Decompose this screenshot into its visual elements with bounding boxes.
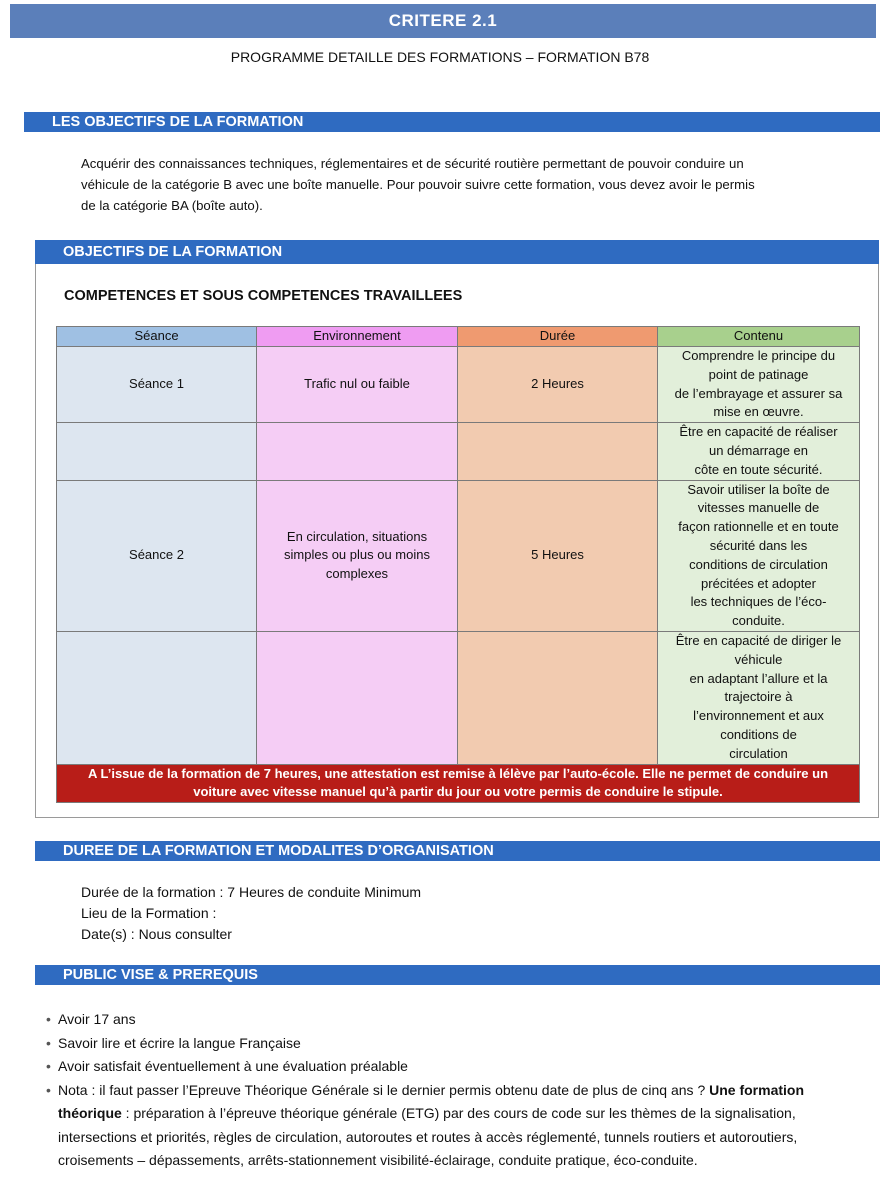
duration-info [81, 882, 861, 945]
prerequisites-list [46, 1008, 882, 1173]
bullet-icon: • [46, 1011, 51, 1027]
contenu-line: trajectoire à [724, 689, 793, 705]
contenu-line: côte en toute sécurité. [694, 461, 823, 477]
contenu-line: les techniques de l’éco- [690, 594, 827, 610]
formation-box-title: OBJECTIFS DE LA FORMATION [35, 240, 879, 264]
contenu-line: vitesses manuelle de [697, 500, 820, 516]
note-text: intersections et priorités, règles de circulation, autoroutes et routes à accès réglementé, tunnels routiers et autoroutiers, [58, 1128, 798, 1145]
objectives-paragraph [81, 153, 861, 216]
environnement-cell: Trafic nul ou faible [257, 347, 458, 423]
environnement-cell-empty [257, 423, 458, 480]
contenu-line: en adaptant l’allure et la [689, 670, 828, 686]
objectives-line: véhicule de la catégorie B avec une boîte manuelle. Pour pouvoir suivre cette formation, vous devez avoir le permis [81, 177, 755, 192]
contenu-line: façon rationnelle et en toute [678, 519, 839, 535]
note-text: : préparation à l’épreuve théorique générale (ETG) par des cours de code sur les thèmes de la signalisation, [121, 1105, 796, 1121]
header-seance: Séance [57, 327, 257, 347]
header-contenu: Contenu [658, 327, 860, 347]
bullet-icon: • [46, 1081, 51, 1098]
duree-cell-empty [458, 631, 658, 764]
contenu-cell [658, 480, 860, 631]
public-section-title: PUBLIC VISE & PREREQUIS [35, 965, 880, 985]
duree-cell: 5 Heures [458, 480, 658, 631]
seance-cell: Séance 1 [57, 347, 257, 423]
table-row [57, 423, 860, 480]
bullet-icon: • [46, 1058, 51, 1074]
seance-cell-empty [57, 631, 257, 764]
contenu-line: véhicule [734, 651, 783, 667]
contenu-line: Être en capacité de diriger le [675, 632, 842, 648]
competences-table [56, 326, 860, 803]
header-environnement: Environnement [257, 327, 458, 347]
contenu-cell [658, 631, 860, 764]
duree-cell: 2 Heures [458, 347, 658, 423]
contenu-line: conduite. [732, 613, 785, 629]
attestation-line: voiture avec vitesse manuel qu’à partir du jour ou votre permis de conduire le stipule. [193, 784, 723, 800]
attestation-notice [57, 764, 860, 803]
location-line: Lieu de la Formation : [81, 905, 217, 921]
contenu-line: Savoir utiliser la boîte de [687, 481, 830, 497]
list-item [46, 1055, 882, 1079]
contenu-line: Comprendre le principe du [681, 348, 836, 363]
environnement-line: complexes [325, 566, 389, 582]
duration-line: Durée de la formation : 7 Heures de conduite Minimum [81, 884, 422, 900]
critere-banner: CRITERE 2.1 [10, 4, 876, 38]
contenu-line: point de patinage [708, 366, 809, 382]
contenu-line: conditions de circulation [689, 556, 828, 572]
list-item-text: Avoir 17 ans [58, 1011, 136, 1027]
list-item [46, 1008, 882, 1032]
note-text: Nota : il faut passer l’Epreuve Théorique Générale si le dernier permis obtenu date de plus de cinq ans ? [58, 1081, 710, 1098]
bullet-icon: • [46, 1034, 51, 1051]
contenu-line: Être en capacité de réaliser [679, 424, 838, 440]
contenu-cell [658, 423, 860, 480]
objectives-line: de la catégorie BA (boîte auto). [81, 198, 263, 213]
program-subtitle: PROGRAMME DETAILLE DES FORMATIONS – FORMATION B78 [230, 49, 650, 65]
list-item [46, 1079, 882, 1173]
contenu-line: sécurité dans les [709, 537, 808, 553]
list-item-text: Savoir lire et écrire la langue Française [58, 1034, 301, 1051]
list-item-text: Avoir satisfait éventuellement à une évaluation préalable [58, 1058, 408, 1074]
dates-line: Date(s) : Nous consulter [81, 926, 232, 942]
duree-cell-empty [458, 423, 658, 480]
contenu-line: l’environnement et aux [693, 708, 824, 724]
contenu-cell [658, 347, 860, 423]
environnement-line: En circulation, situations [286, 528, 428, 544]
attestation-line: A L’issue de la formation de 7 heures, une attestation est remise à lélève par l’auto-école. Elle ne permet de conduire un [87, 765, 829, 781]
header-duree: Durée [458, 327, 658, 347]
competences-title: COMPETENCES ET SOUS COMPETENCES TRAVAILLEES [64, 288, 463, 304]
objectives-section-title: LES OBJECTIFS DE LA FORMATION [24, 112, 880, 132]
contenu-line: de l’embrayage et assurer sa [674, 385, 843, 401]
objectives-line: Acquérir des connaissances techniques, réglementaires et de sécurité routière permettant de pouvoir conduire un [81, 156, 744, 171]
list-item [46, 1032, 882, 1056]
seance-cell-empty [57, 423, 257, 480]
environnement-cell-empty [257, 631, 458, 764]
duration-section-title: DUREE DE LA FORMATION ET MODALITES D’ORGANISATION [35, 841, 880, 861]
contenu-line: circulation [729, 745, 788, 761]
table-row [57, 347, 860, 423]
note-bold: théorique [58, 1105, 122, 1121]
contenu-line: précitées et adopter [701, 575, 816, 591]
table-header-row [57, 327, 860, 347]
seance-cell: Séance 2 [57, 480, 257, 631]
table-row [57, 631, 860, 764]
contenu-line: mise en œuvre. [713, 404, 804, 420]
contenu-line: conditions de [720, 726, 797, 742]
note-bold: Une formation [709, 1081, 805, 1098]
environnement-cell [257, 480, 458, 631]
table-row [57, 480, 860, 631]
note-text: croisements – dépassements, arrêts-stationnement visibilité-éclairage, conduite pratique, éco-conduite. [58, 1152, 698, 1168]
table-footer-row [57, 764, 860, 803]
environnement-line: simples ou plus ou moins [284, 547, 430, 563]
contenu-line: un démarrage en [708, 442, 808, 458]
